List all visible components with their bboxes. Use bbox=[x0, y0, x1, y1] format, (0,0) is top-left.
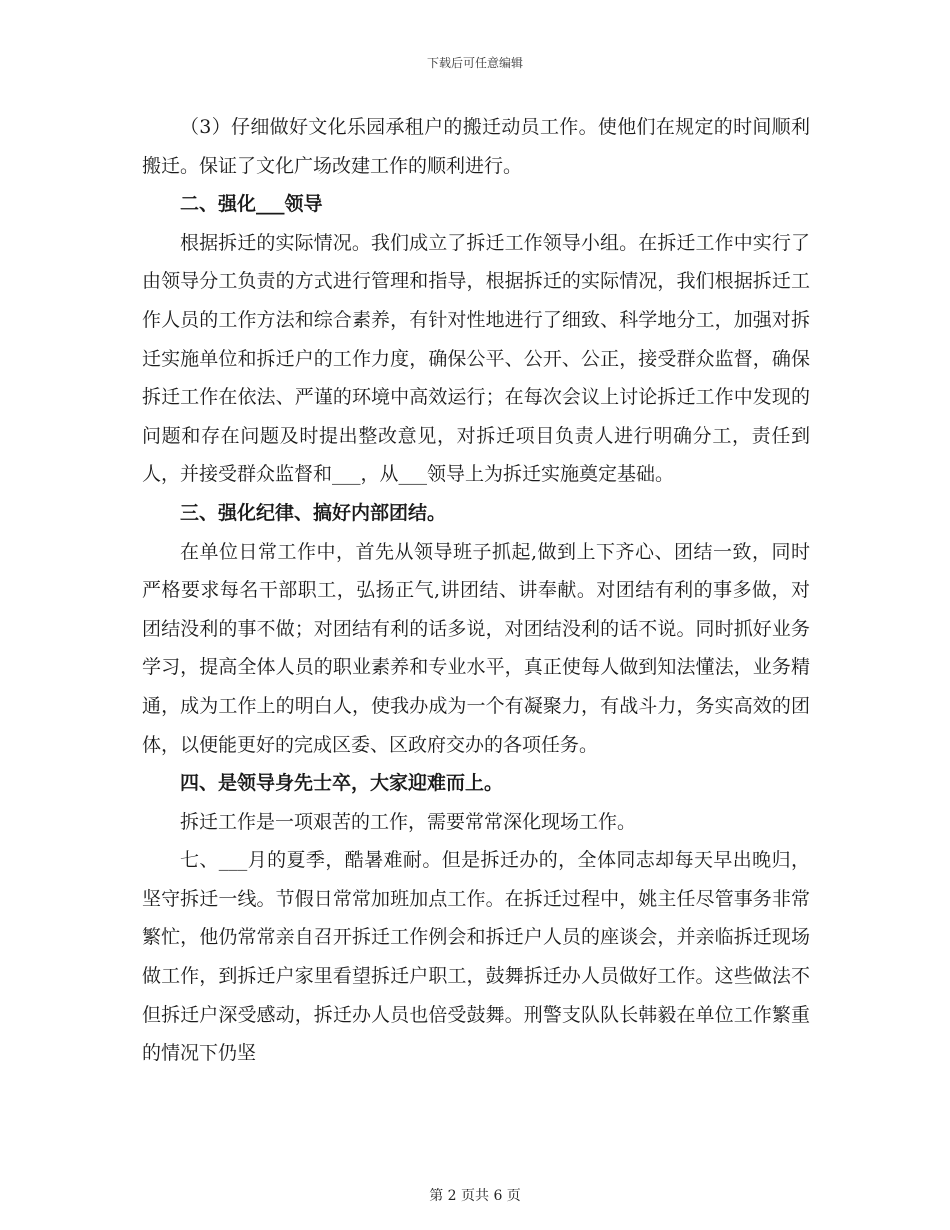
paragraph-1: （3）仔细做好文化乐园承租户的搬迁动员工作。使他们在规定的时间顺利搬迁。保证了文化广场改建工作的顺利进行。 bbox=[142, 116, 810, 177]
page-footer: 第 2 页共 6 页 bbox=[429, 1188, 521, 1204]
paragraph-4: 拆迁工作是一项艰苦的工作，需要常常深化现场工作。 bbox=[180, 810, 637, 833]
paragraph-5: 七、___月的夏季，酷暑难耐。但是拆迁办的，全体同志却每天早出晚归，坚守拆迁一线。节假日常常加班加点工作。在拆迁过程中，姚主任尽管事务非常繁忙，他仍常常亲自召开拆迁工作例会和拆迁户人员的座谈会，并亲临拆迁现场做工作，到拆迁户家里看望拆迁户职工，鼓舞拆迁办人员做好工作。这些做法不但拆迁户深受感动，拆迁办人员也倍受鼓舞。刑警支队队长韩毅在单位工作繁重的情况下仍坚 bbox=[142, 849, 810, 1065]
paragraph-3: 在单位日常工作中，首先从领导班子抓起,做到上下齐心、团结一致，同时严格要求每名干部职工，弘扬正气,讲团结、讲奉献。对团结有利的事多做，对团结没利的事不做；对团结有利的话多说，对团结没利的话不说。同时抓好业务学习，提高全体人员的职业素养和专业水平，真正使每人做到知法懂法，业务精通，成为工作上的明白人，使我办成为一个有凝聚力，有战斗力，务实高效的团体，以便能更好的完成区委、区政府交办的各项任务。 bbox=[142, 540, 810, 756]
page-header: 下载后可任意编辑 bbox=[426, 56, 523, 70]
section-heading-4: 四、是领导身先士卒，大家迎难而上。 bbox=[180, 772, 504, 795]
paragraph-2: 根据拆迁的实际情况。我们成立了拆迁工作领导小组。在拆迁工作中实行了由领导分工负责的方式进行管理和指导，根据拆迁的实际情况，我们根据拆迁工作人员的工作方法和综合素养，有针对性地进行了细致、科学地分工，加强对拆迁实施单位和拆迁户的工作力度，确保公平、公开、公正，接受群众监督，确保拆迁工作在依法、严谨的环境中高效运行；在每次会议上讨论拆迁工作中发现的问题和存在问题及时提出整改意见，对拆迁项目负责人进行明确分工，责任到人，并接受群众监督和___，从___领导上为拆迁实施奠定基础。 bbox=[142, 231, 810, 486]
section-heading-3: 三、强化纪律、搞好内部团结。 bbox=[180, 501, 447, 524]
section-heading-2: 二、强化___领导 bbox=[180, 193, 323, 216]
document-body bbox=[142, 108, 810, 1073]
